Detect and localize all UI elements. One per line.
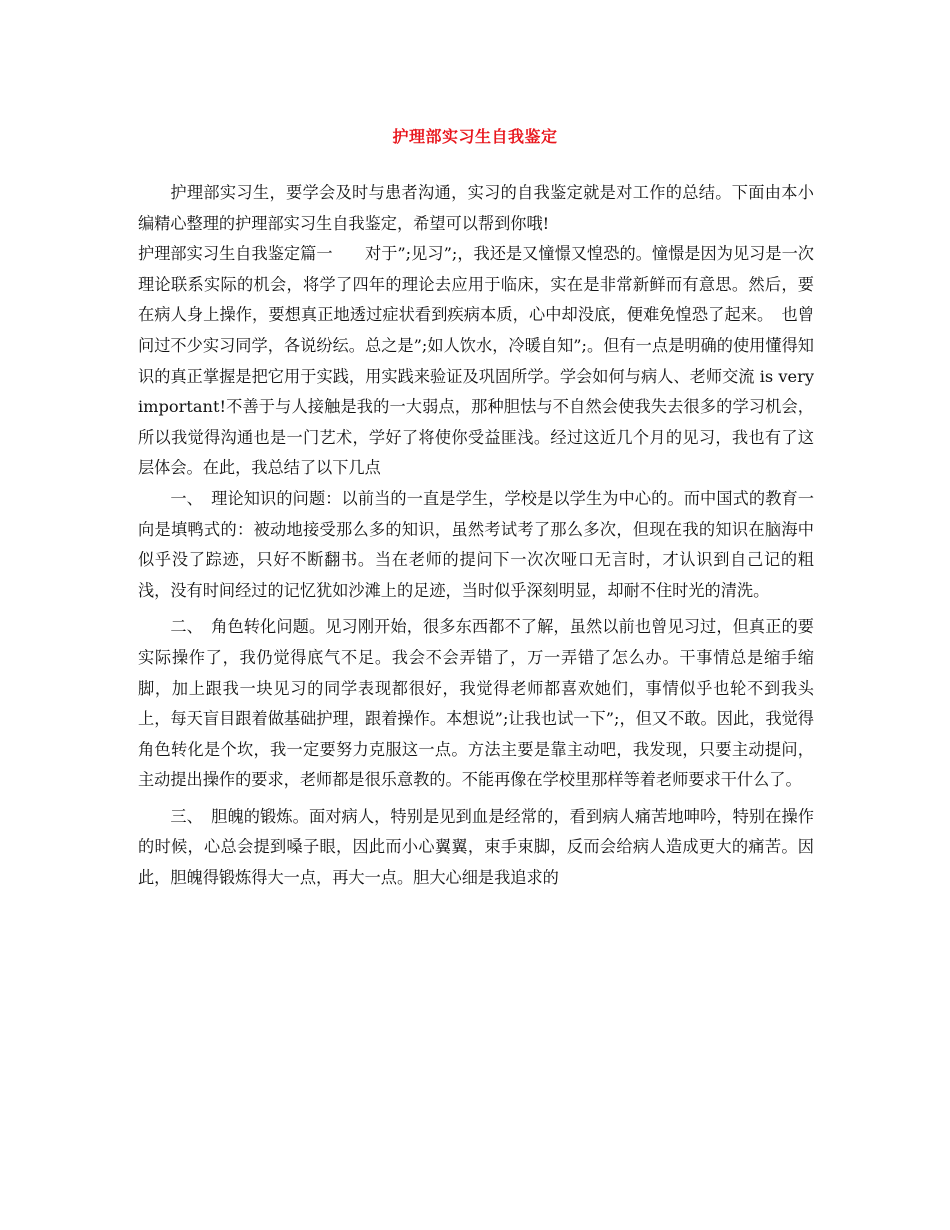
- paragraph-point-one: 一、 理论知识的问题：以前当的一直是学生，学校是以学生为中心的。而中国式的教育一向是填鸭式的：被动地接受那么多的知识，虽然考试考了那么多次，但现在我的知识在脑海中似乎没了踪迹，只好不断翻书。当在老师的提问下一次次哑口无言时，才认识到自己记的粗浅，没有时间经过的记忆犹如沙滩上的足迹，当时似乎深刻明显，却耐不住时光的清洗。: [138, 488, 814, 600]
- paragraph-section-one: 护理部实习生自我鉴定篇一 对于”;见习”;，我还是又憧憬又惶恐的。憧憬是因为见习是一次理论联系实际的机会，将学了四年的理论去应用于临床，实在是非常新鲜而有意思。然后，要在病人身上操作，要想真正地透过症状看到疾病本质，心中却没底，便难免惶恐了起来。 也曾问过不少实习同学，各说纷纭。总之是”;如人饮水，冷暖自知”;。但有一点是明确的使用懂得知识的真正掌握是把它用于实践，用实践来验证及巩固所学。学会如何与病人、老师交流 is very important!不善于与人接触是我的一大弱点，那种胆怯与不自然会使我失去很多的学习机会，所以我觉得沟通也是一门艺术，学好了将使你受益匪浅。经过这近几个月的见习，我也有了这层体会。在此，我总结了以下几点: [138, 244, 814, 478]
- document-body: [138, 178, 814, 894]
- paragraph-point-two: 二、 角色转化问题。见习刚开始，很多东西都不了解，虽然以前也曾见习过，但真正的要实际操作了，我仍觉得底气不足。我会不会弄错了，万一弄错了怎么办。干事情总是缩手缩脚，加上跟我一块见习的同学表现都很好，我觉得老师都喜欢她们，事情似乎也轮不到我头上，每天盲目跟着做基础护理，跟着操作。本想说”;让我也试一下”;，但又不敢。因此，我觉得角色转化是个坎，我一定要努力克服这一点。方法主要是靠主动吧，我发现，只要主动提问，主动提出操作的要求，老师都是很乐意教的。不能再像在学校里那样等着老师要求干什么了。: [138, 617, 814, 790]
- paragraph-point-three: 三、 胆魄的锻炼。面对病人，特别是见到血是经常的，看到病人痛苦地呻吟，特别在操作的时候，心总会提到嗓子眼，因此而小心翼翼，束手束脚，反而会给病人造成更大的痛苦。因此，胆魄得锻炼得大一点，再大一点。胆大心细是我追求的: [138, 806, 814, 888]
- paragraph-intro: 护理部实习生，要学会及时与患者沟通，实习的自我鉴定就是对工作的总结。下面由本小编精心整理的护理部实习生自我鉴定，希望可以帮到你哦!: [138, 183, 814, 233]
- document-title: 护理部实习生自我鉴定: [392, 127, 558, 146]
